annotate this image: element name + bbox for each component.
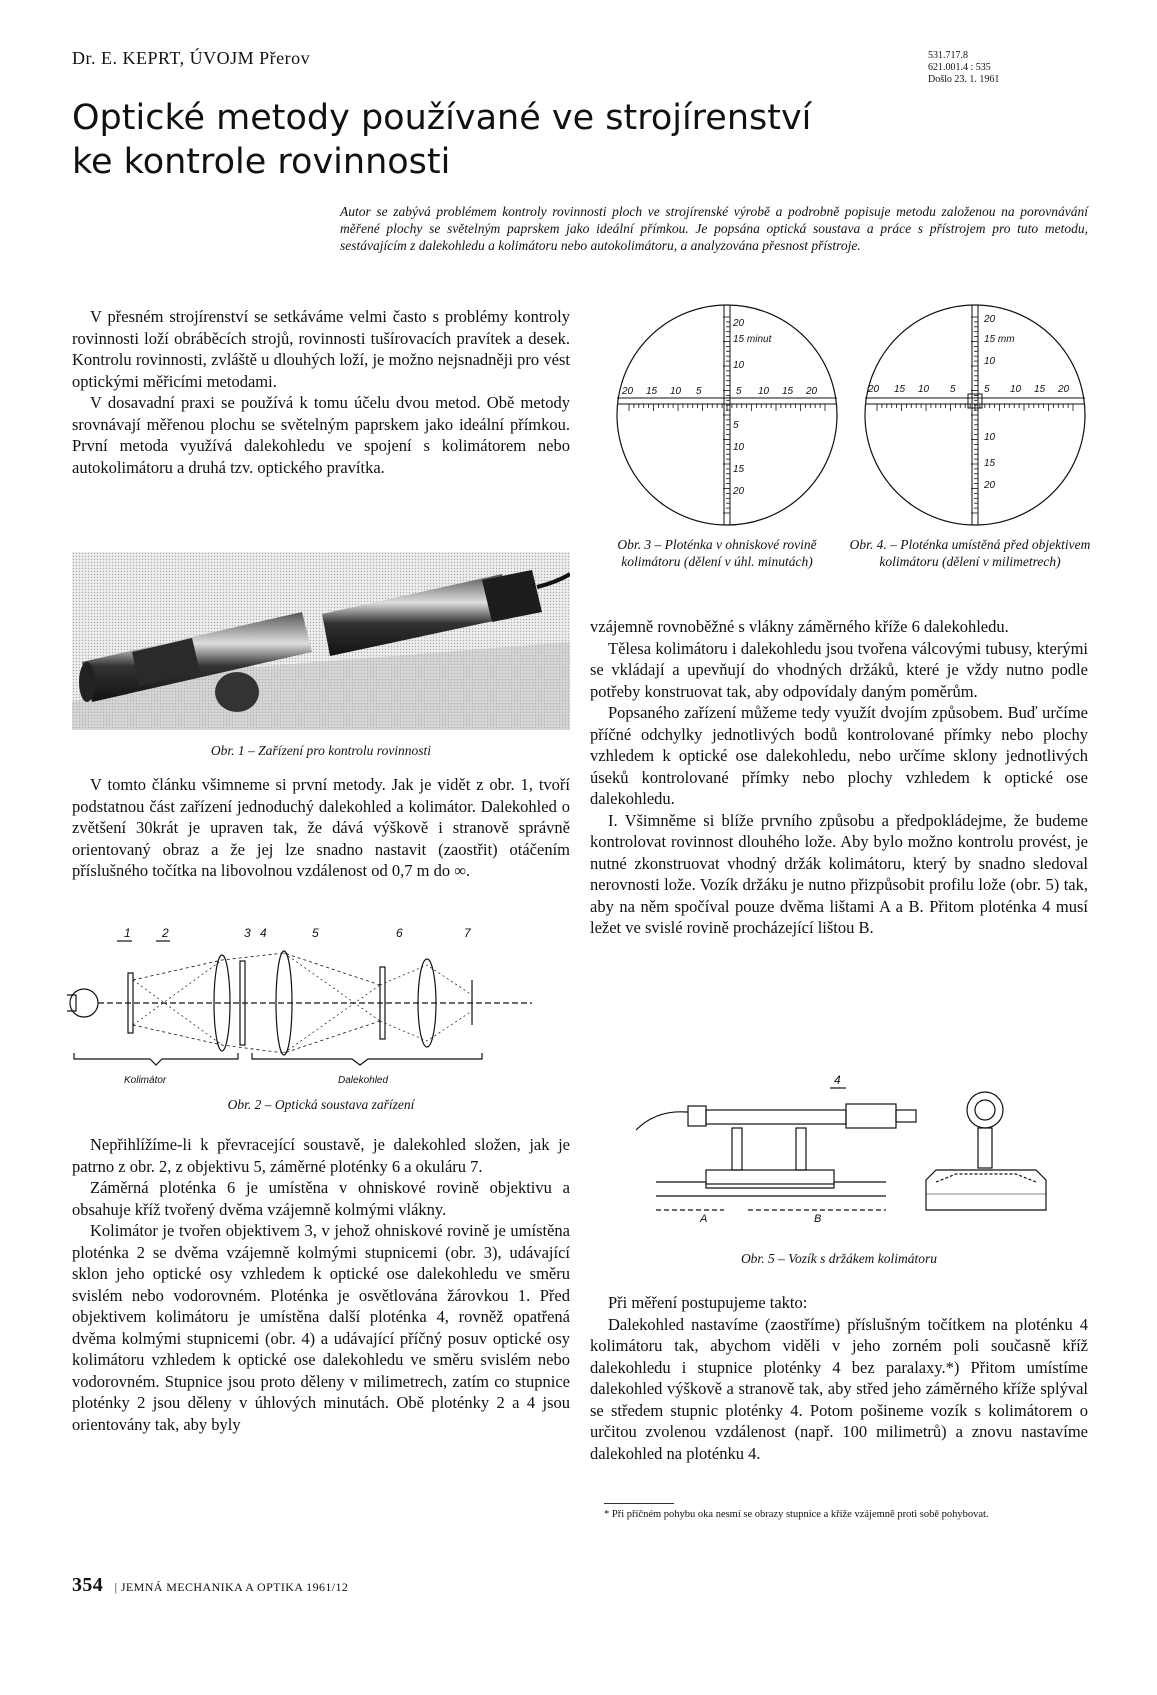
fig5-label-4: 4 (834, 1073, 841, 1087)
fig4-v-15-bottom: 15 (984, 458, 996, 469)
fig3-h-5-right: 5 (736, 386, 742, 397)
received-date: Došlo 23. 1. 1961 (928, 74, 1000, 85)
paragraph: V dosavadní praxi se používá k tomu účelu dvou metod. Obě metody srovnávají měřenou plochu se světelným paprskem jako ideální přímkou. První metoda využívá dalekohledu ve spojení s kolimátorem nebo autokolimátoru a druhá tzv. optického pravítka. (72, 393, 570, 477)
paragraph: Při měření postupujeme takto: (608, 1293, 808, 1312)
carriage-slide-icon (706, 1170, 834, 1184)
figure-4-reticle (860, 300, 1090, 530)
figure-5-caption: Obr. 5 – Vozík s držákem kolimátoru (740, 1251, 938, 1266)
right-col-body-2 (590, 1292, 1088, 1464)
fig4-h-10-left: 10 (918, 384, 930, 395)
figure-2-caption: Obr. 2 – Optická soustava zařízení (227, 1097, 415, 1112)
fig3-v-5-bottom: 5 (733, 420, 739, 431)
fig4-h-15-right: 15 (1034, 384, 1046, 395)
fig3-v-15-bottom: 15 (733, 464, 745, 475)
fig2-label-7: 7 (464, 926, 471, 940)
title-line-2: ke kontrole rovinnosti (72, 142, 451, 182)
left-col-body-2 (72, 1134, 570, 1435)
figure-4-caption: Obr. 4. – Ploténka umístěná před objektivem kolimátoru (dělení v milimetrech) (849, 537, 1091, 569)
fig4-tick-20-top: 20 (984, 314, 996, 325)
abstract: Autor se zabývá problémem kontroly rovinnosti ploch ve strojírenské výrobě a podrobně popisuje metodu založenou na porovnávání měřené plochy se světelným paprskem jako ideální přímkou. Je popsána optická soustava a práce s přístrojem pro tuto metodu, sestávajícím z dalekohledu a kolimátoru nebo autokolimátoru, a analyzována přesnost přístroje. (340, 204, 1088, 253)
paragraph: Dalekohled nastavíme (zaostříme) příslušným točítkem na ploténku 4 kolimátoru tak, abychom viděli v jeho zorném poli současně kříž dalekohledu i stupnice ploténky 4 bez paralaxy.*) Přitom umístíme dalekohled výškově a stranově tak, aby střed jeho záměrného kříže splýval se středem stupnic ploténky 4. Potom pošineme vozík s kolimátorem o určitou zvolenou vzdálenost (např. 100 milimetrů) a znovu nastavíme dalekohled na ploténku 4. (590, 1314, 1088, 1463)
fig4-h-20-right: 20 (1058, 384, 1070, 395)
left-col-body-1 (72, 774, 570, 882)
author-line: Dr. E. KEPRT, ÚVOJM Přerov (72, 48, 311, 68)
paragraph: Popsaného zařízení můžeme tedy využít dvojím způsobem. Buď určíme příčné odchylky jednotlivých bodů kontrolované přímky nebo plochy vzhledem k optické ose dalekohledu, nebo určíme sklony jednotlivých úseků kontrolované přímky nebo plochy vzhledem k optické ose dalekohledu. (590, 703, 1088, 808)
fig4-v-10-bottom: 10 (984, 432, 996, 443)
fig3-v-20-bottom: 20 (733, 486, 745, 497)
paragraph: vzájemně rovnoběžné s vlákny záměrného kříže 6 dalekohledu. (590, 617, 1009, 636)
footer-separator: | (114, 1580, 118, 1594)
lamp-icon (70, 989, 98, 1017)
fig2-label-5: 5 (312, 926, 319, 940)
udc-code-1: 531.717.8 (928, 50, 968, 61)
title-line-1: Optické metody používané ve strojírenství (72, 98, 812, 138)
paragraph: V přesném strojírenství se setkáváme velmi často s problémy kontroly rovinnosti loží obráběcích strojů, rovinnosti tušírovacích pravítek a desek. Kontrolu rovinnosti, zvláště u dlouhých loží, je možno nejsnadněji pro vést optickými měřicími metodami. (72, 307, 570, 391)
paragraph: I. Všimněme si blíže prvního způsobu a předpokládejme, že budeme kontrolovat rovinnost dlouhého lože. Aby bylo možno kontrolu provést, je nutné zkonstruovat vhodný držák kolimátoru, který by snadno sledoval nerovnosti lože. Vozík držáku je nutno přizpůsobit profilu lože (obr. 5) tak, aby na něm spočíval pouze dvěma lištami A a B. Přitom ploténka 4 musí ležet ve svislé rovině procházející lištou B. (590, 810, 1088, 937)
journal-name: JEMNÁ MECHANIKA A OPTIKA 1961/12 (120, 1580, 349, 1594)
paragraph: Nepřihlížíme-li k převracející soustavě, je dalekohled složen, jak je patrno z obr. 2, z objektivu 5, záměrné ploténky 6 a okuláru 7. (72, 1135, 570, 1176)
figure-3-caption: Obr. 3 – Ploténka v ohniskové rovině kolimátoru (dělení v úhl. minutách) (617, 537, 817, 569)
paragraph: Tělesa kolimátoru i dalekohledu jsou tvořena válcovými tubusy, kterými se vkládají a upevňují do vhodných držáků, které je vždy nutno podle potřeby konstruovat tak, aby odpovídaly daným poměrům. (590, 638, 1088, 701)
fig4-h-20-left: 20 (868, 384, 880, 395)
fig3-tick-20-top: 20 (733, 318, 745, 329)
article-title (72, 96, 872, 184)
fig4-h-10-right: 10 (1010, 384, 1022, 395)
collimator-tube-side-icon (706, 1110, 846, 1124)
fig3-h-15-right: 15 (782, 386, 794, 397)
fig2-label-1: 1 (124, 926, 131, 940)
fig2-label-2: 2 (162, 926, 169, 940)
paragraph: Kolimátor je tvořen objektivem 3, v jehož ohniskové rovině je umístěna ploténka 2 se dvěma vzájemně kolmými stupnicemi (obr. 3), udávající sklon jeho optické osy vzhledem k optické ose dalekohledu ve směru svislém nebo vodorovném. Ploténka je osvětlována žárovkou 1. Před objektivem kolimátoru je umístěna další ploténka 4, rovněž opatřená dvěma kolmými stupnicemi (obr. 4) a udávající příčný posuv optické osy kolimátoru vzhledem k optické ose dalekohledu ve směru svislém nebo vodorovném. Stupnice jsou proto děleny v milimetrech, zatím co stupnice ploténky 2 jsou děleny v úhlových minutách. Obě ploténky 2 a 4 jsou orientovány tak, aby byly (72, 1221, 570, 1434)
fig4-h-5-right: 5 (984, 384, 990, 395)
udc-code-2: 621.001.4 : 535 (928, 62, 991, 73)
fig3-h-20-left: 20 (622, 386, 634, 397)
fig3-v-10-bottom: 10 (733, 442, 745, 453)
page-footer (72, 1574, 348, 1597)
fig4-v-20-bottom: 20 (984, 480, 996, 491)
fig2-dalekohled-label: Dalekohled (338, 1075, 389, 1086)
fig4-h-5-left: 5 (950, 384, 956, 395)
fig4-unit-label: 15 mm (984, 334, 1015, 345)
fig2-label-4: 4 (260, 926, 267, 940)
figure-1-photo (72, 552, 570, 730)
fig2-kolimator-label: Kolimátor (124, 1075, 167, 1086)
fig4-h-15-left: 15 (894, 384, 906, 395)
paragraph: V tomto článku všimneme si první metody. Jak je vidět z obr. 1, tvoří podstatnou část zařízení jednoduchý dalekohled a kolimátor. Dalekohled o zvětšení 30krát je upraven tak, že dává výškově i stranově správně orientovaný obraz a že jej lze snadno nastavit (zaostřit) otáčením příslušného točítka na libovolnou vzdálenost od 0,7 m do ∞. (72, 775, 570, 880)
fig3-h-5-left: 5 (696, 386, 702, 397)
fig3-unit-label: 15 minut (733, 334, 772, 345)
holder-ring-icon (967, 1092, 1003, 1128)
figure-5-carriage (636, 1070, 1076, 1240)
left-col-intro (72, 306, 570, 478)
classification-codes (928, 50, 999, 86)
figure-3-reticle (612, 300, 842, 530)
fig3-h-20-right: 20 (806, 386, 818, 397)
fig4-tick-10-top: 10 (984, 356, 996, 367)
page-number: 354 (72, 1574, 104, 1596)
paragraph: Záměrná ploténka 6 je umístěna v ohniskové rovině objektivu a obsahuje kříž tvořený dvěma vzájemně kolmými vlákny. (72, 1178, 570, 1219)
fig5-label-b: B (814, 1213, 822, 1225)
fig3-h-10-right: 10 (758, 386, 770, 397)
figure-1-caption: Obr. 1 – Zařízení pro kontrolu rovinnosti (210, 743, 432, 758)
figure-2-optical-system (62, 925, 542, 1095)
right-col-body-1 (590, 616, 1088, 939)
fig2-label-6: 6 (396, 926, 403, 940)
fig3-h-10-left: 10 (670, 386, 682, 397)
fig2-label-3: 3 (244, 926, 251, 940)
footnote: * Při příčném pohybu oka nesmí se obrazy stupnice a kříže vzájemně proti sobě pohybovat. (604, 1509, 989, 1520)
fig3-tick-10-top: 10 (733, 360, 745, 371)
fig5-label-a: A (700, 1213, 708, 1225)
base-knob-icon (215, 672, 259, 712)
footnote-divider (604, 1503, 674, 1504)
fig3-h-15-left: 15 (646, 386, 658, 397)
